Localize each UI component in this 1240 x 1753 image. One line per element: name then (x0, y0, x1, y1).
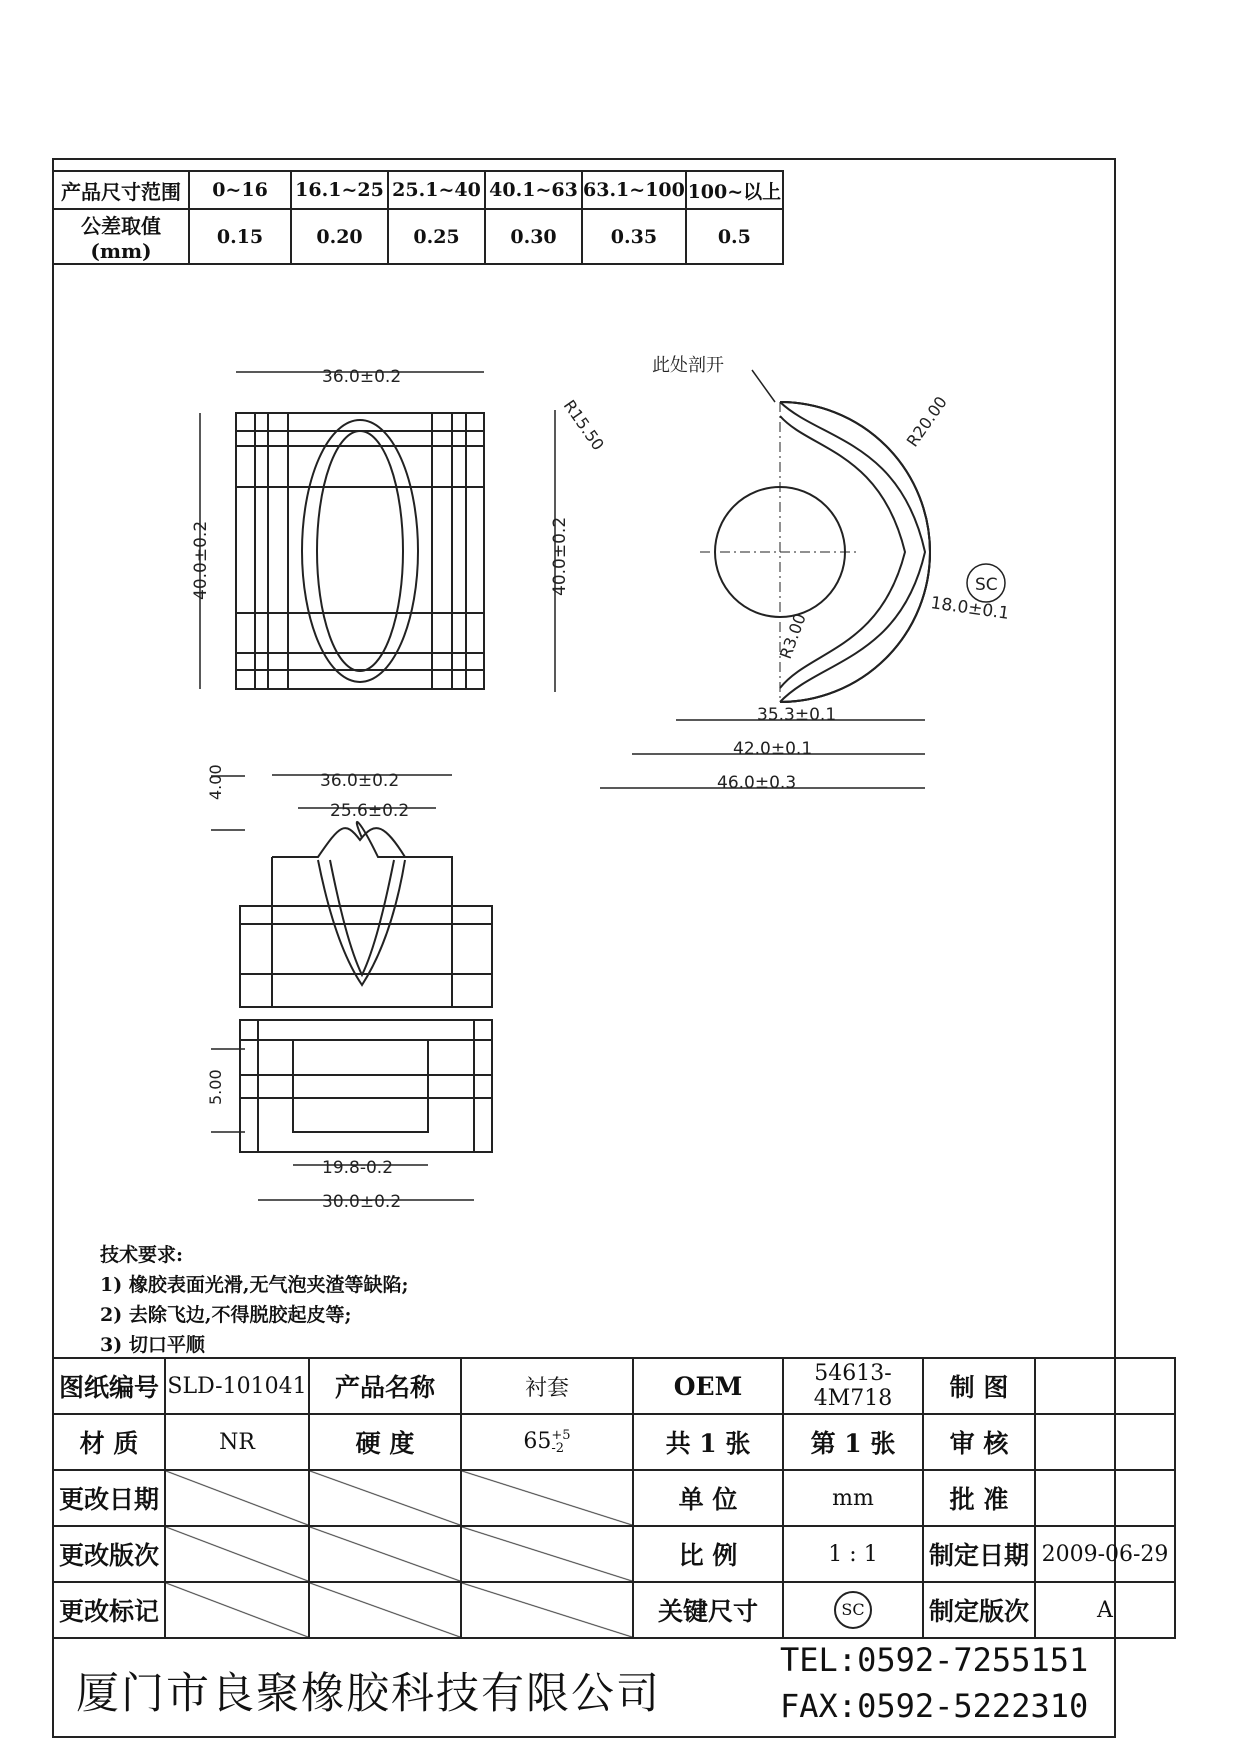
drawn-label: 制 图 (923, 1358, 1035, 1414)
range-cell: 63.1~100 (582, 171, 686, 209)
side-top-width-dim: 36.0±0.2 (320, 771, 400, 791)
material: NR (165, 1414, 309, 1470)
sheet-no: 第 1 张 (783, 1414, 923, 1470)
key-dim-label: 关键尺寸 (633, 1582, 783, 1638)
drawing-no-label: 图纸编号 (53, 1358, 165, 1414)
range-cell: 40.1~63 (485, 171, 582, 209)
d46-dim: 46.0±0.3 (717, 773, 797, 793)
side-inner-width-dim: 25.6±0.2 (330, 801, 410, 821)
tel: TEL:0592-7255151 (780, 1641, 1089, 1679)
hardness-label: 硬 度 (309, 1414, 461, 1470)
product-name: 衬套 (461, 1358, 633, 1414)
bottom-width-dim: 30.0±0.2 (322, 1192, 402, 1212)
r3-dim: R3.00 (775, 610, 810, 662)
front-height-dim: 40.0±0.2 (191, 520, 211, 600)
tolerance-cell: 0.5 (686, 209, 783, 264)
size-range-label: 产品尺寸范围 (53, 171, 189, 209)
approve-value (1035, 1470, 1175, 1526)
technical-requirements (100, 1240, 408, 1360)
cut-label: 此处剖开 (652, 355, 724, 376)
table-row (53, 1470, 1175, 1526)
oem-value: 54613-4M718 (783, 1358, 923, 1414)
front-view (200, 372, 484, 689)
sc-mark: SC (975, 575, 998, 595)
drawn-value (1035, 1358, 1175, 1414)
tolerance-label: 公差取值(mm) (53, 209, 189, 264)
made-version: A (1035, 1582, 1175, 1638)
circular-view (555, 370, 1005, 788)
title-block (52, 1357, 1176, 1639)
change-date-label: 更改日期 (53, 1470, 165, 1526)
side-depth-dim: 4.00 (206, 764, 225, 800)
material-label: 材 质 (53, 1414, 165, 1470)
sc-symbol: SC (834, 1591, 872, 1629)
sheets-total: 共 1 张 (633, 1414, 783, 1470)
product-name-label: 产品名称 (309, 1358, 461, 1414)
r15-dim: R15.50 (559, 396, 608, 454)
d35-dim: 35.3±0.1 (757, 705, 837, 725)
range-cell: 16.1~25 (291, 171, 388, 209)
made-date: 2009-06-29 (1035, 1526, 1175, 1582)
bottom-inner-dim: 19.8-0.2 (322, 1158, 394, 1178)
requirement-item: 2) 去除飞边,不得脱胶起皮等; (100, 1304, 352, 1326)
hardness-plus: +5 (551, 1428, 571, 1443)
circle-height-dim: 40.0±0.2 (550, 516, 570, 596)
scale-label: 比 例 (633, 1526, 783, 1582)
fax: FAX:0592-5222310 (780, 1687, 1089, 1725)
unit: mm (783, 1470, 923, 1526)
oem-label: OEM (633, 1358, 783, 1414)
table-row (53, 1582, 1175, 1638)
requirement-item: 3) 切口平顺 (100, 1334, 205, 1356)
check-label: 审 核 (923, 1414, 1035, 1470)
company-name: 厦门市良聚橡胶科技有限公司 (76, 1669, 661, 1719)
tolerance-cell: 0.25 (388, 209, 485, 264)
change-version-label: 更改版次 (53, 1526, 165, 1582)
hardness (461, 1414, 633, 1470)
d42-dim: 42.0±0.1 (733, 739, 813, 759)
tolerance-cell: 0.30 (485, 209, 582, 264)
check-value (1035, 1414, 1175, 1470)
scale: 1 : 1 (783, 1526, 923, 1582)
r20-dim: R20.00 (902, 392, 951, 451)
table-row (53, 1414, 1175, 1470)
hardness-minus: -2 (551, 1441, 565, 1456)
requirement-item: 1) 橡胶表面光滑,无气泡夹渣等缺陷; (100, 1274, 409, 1296)
d18-dim: 18.0±0.1 (929, 593, 1011, 624)
tolerance-cell: 0.15 (189, 209, 291, 264)
tolerance-cell: 0.20 (291, 209, 388, 264)
approve-label: 批 准 (923, 1470, 1035, 1526)
drawing-no: SLD-101041 (165, 1358, 309, 1414)
change-mark-label: 更改标记 (53, 1582, 165, 1638)
key-dim-symbol-cell (783, 1582, 923, 1638)
tolerance-cell: 0.35 (582, 209, 686, 264)
range-cell: 25.1~40 (388, 171, 485, 209)
made-date-label: 制定日期 (923, 1526, 1035, 1582)
range-cell: 100~以上 (686, 171, 783, 209)
unit-label: 单 位 (633, 1470, 783, 1526)
front-width-dim: 36.0±0.2 (322, 367, 402, 387)
bottom-depth-dim: 5.00 (206, 1069, 225, 1105)
requirements-title: 技术要求: (100, 1244, 184, 1266)
made-version-label: 制定版次 (923, 1582, 1035, 1638)
contact-info (780, 1637, 1088, 1729)
table-row (53, 1526, 1175, 1582)
table-row (53, 1358, 1175, 1414)
range-cell: 0~16 (189, 171, 291, 209)
hardness-base: 65 (523, 1429, 552, 1454)
